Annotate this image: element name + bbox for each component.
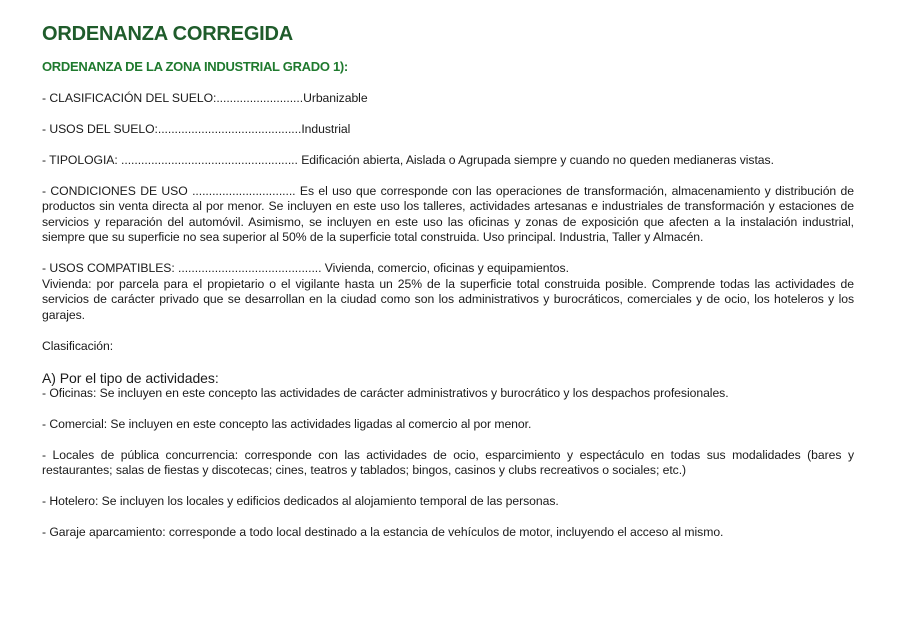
oficinas-item: - Oficinas: Se incluyen en este concepto las actividades de carácter administrativos y burocrático y los despachos profesionales. bbox=[42, 385, 729, 400]
garaje-item: - Garaje aparcamiento: corresponde a todo local destinado a la estancia de vehículos de motor, incluyendo el acceso al mismo. bbox=[42, 525, 724, 539]
page-title: ORDENANZA CORREGIDA bbox=[42, 23, 294, 45]
section-subtitle: ORDENANZA DE LA ZONA INDUSTRIAL GRADO 1): bbox=[42, 59, 348, 74]
hotelero-item: - Hotelero: Se incluyen los locales y edificios dedicados al alojamiento temporal de las personas. bbox=[42, 494, 559, 508]
document-page bbox=[42, 22, 854, 541]
vivienda-paragraph: Vivienda: por parcela para el propietario o el vigilante hasta un 25% de la superficie total construida posible. Comprende todas las actividades de servicios de carácter privado que se desarrollan en la ciudad como son los administrativos y burocráticos, comerciales y de ocio, los hoteleros y los garajes. bbox=[42, 276, 854, 322]
tipologia: - TIPOLOGIA: ..................................................... Edificación abierta, Aislada o Agrupada siempre y cuando no queden medianeras vistas. bbox=[42, 152, 774, 167]
usos-suelo: - USOS DEL SUELO:...........................................Industrial bbox=[42, 121, 351, 136]
condiciones-uso: - CONDICIONES DE USO ............................... Es el uso que corresponde con las operaciones de transformación, almacenamiento y distribución de productos sin venta directa al por menor. Se incluyen en este uso los talleres, actividades artesanas e industriales de transformación y estaciones de servicios y reparación del automóvil. Asimismo, se incluyen en este uso las oficinas y zonas de exposición que afecten a la instalación industrial, siempre que su superficie no sea superior al 50% de la superficie total construida. Uso principal. Industria, Taller y Almacén. bbox=[42, 183, 854, 244]
comercial-item: - Comercial: Se incluyen en este concepto las actividades ligadas al comercio al por menor. bbox=[42, 416, 532, 431]
tipo-actividades-heading: A) Por el tipo de actividades: bbox=[42, 369, 219, 386]
locales-item: - Locales de pública concurrencia: corresponde con las actividades de ocio, esparcimiento y espectáculo en todas sus modalidades (bares y restaurantes; salas de fiestas y discotecas; cines, teatros y tablados; bingos, casinos y clubs recreativos o sociales; etc.) bbox=[42, 447, 854, 477]
clasificacion-label: Clasificación: bbox=[42, 338, 114, 353]
usos-compatibles: - USOS COMPATIBLES: ........................................... Vivienda, comercio, oficinas y equipamientos. bbox=[42, 261, 569, 275]
clasificacion-suelo: - CLASIFICACIÓN DEL SUELO:..........................Urbanizable bbox=[42, 90, 368, 105]
